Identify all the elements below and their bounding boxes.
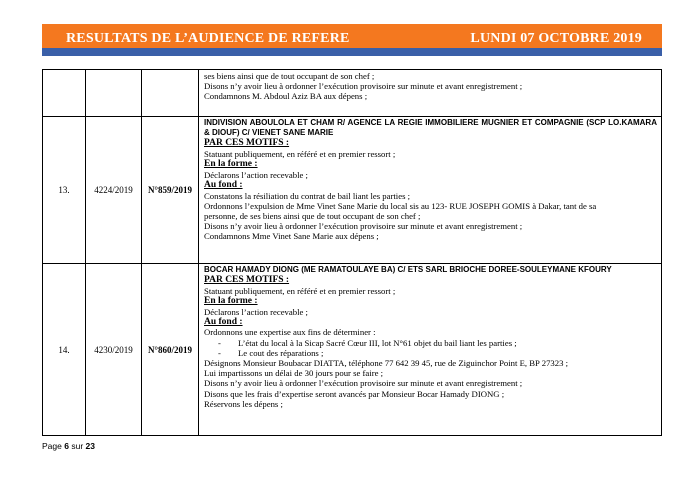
decision-number-cell: N°859/2019 (142, 117, 199, 264)
registry-number-cell: 4230/2019 (86, 264, 142, 436)
case-number-cell: 14. (43, 264, 86, 436)
ruling-line: Désignons Monsieur Boubacar DIATTA, téléphone 77 642 39 45, rue de Ziguinchor Point E, BP 27323 ; (204, 358, 569, 368)
header-accent-bar (42, 48, 662, 56)
ruling-line: Réservons les dépens ; (204, 398, 283, 409)
motifs-heading: PAR CES MOTIFS : (204, 275, 290, 286)
page-label: Page (42, 441, 62, 451)
header-banner (42, 24, 662, 56)
parties-heading: BOCAR HAMADY DIONG (ME RAMATOULAYE BA) C/ ETS SARL BRIOCHE DOREE-SOULEYMANE KFOURY (204, 265, 612, 274)
bullet-item (204, 338, 657, 348)
decision-number-cell (142, 70, 199, 117)
table-row (43, 117, 662, 264)
decision-number-cell: N°860/2019 (142, 264, 199, 436)
case-number-cell: 13. (43, 117, 86, 264)
page-title: RESULTATS DE L’AUDIENCE DE REFERE (66, 31, 350, 46)
ruling-line: personne, de ses biens ainsi que de tout occupant de son chef ; (204, 211, 421, 221)
ruling-cell (199, 117, 662, 264)
ruling-cell (199, 70, 662, 117)
ruling-line: Condamnons M. Abdoul Aziz BA aux dépens ; (204, 91, 368, 102)
fond-heading: Au fond : (204, 180, 243, 190)
parties-heading: INDIVISION ABOULOLA ET CHAM R/ AGENCE LA REGIE IMMOBILIERE MUGNIER ET COMPAGNIE (SCP LO.KAMARA & DIOUF) C/ VIENET SANE MARIE (204, 118, 657, 138)
bullet-text: L’état du local à la Sicap Sacré Cœur III, lot N°61 objet du bail liant les parties ; (238, 337, 517, 348)
ruling-line: Ordonnons une expertise aux fins de déterminer : (204, 327, 376, 338)
ruling-line: Disons n’y avoir lieu à ordonner l’exécution provisoire sur minute et avant enregistrement ; (204, 221, 523, 232)
bullet-text: Le cout des réparations ; (238, 347, 324, 358)
ruling-line: Statuant publiquement, en référé et en premier ressort ; (204, 149, 396, 159)
dash-bullet: - (218, 337, 221, 348)
ruling-line: ses biens ainsi que de tout occupant de son chef ; (204, 71, 375, 81)
ruling-line: Lui impartissons un délai de 30 jours pour se faire ; (204, 368, 384, 379)
forme-heading: En la forme : (204, 159, 258, 170)
forme-heading: En la forme : (204, 296, 258, 306)
registry-number-cell (86, 70, 142, 117)
ruling-line: Statuant publiquement, en référé et en premier ressort ; (204, 285, 396, 296)
ruling-line: Déclarons l’action recevable ; (204, 169, 308, 180)
motifs-heading: PAR CES MOTIFS : (204, 138, 290, 149)
hearing-date: LUNDI 07 OCTOBRE 2019 (470, 31, 642, 46)
results-table (42, 69, 662, 436)
ruling-line: Ordonnons l’expulsion de Mme Vinet Sane Marie du local sis au 123- RUE JOSEPH GOMIS à Dakar, tant de sa (204, 200, 597, 211)
ruling-line: Condamnons Mme Vinet Sane Marie aux dépens ; (204, 231, 379, 242)
page-number: 6 (64, 441, 69, 451)
fond-heading: Au fond : (204, 316, 243, 327)
table-row (43, 264, 662, 436)
ruling-line: Constatons la résiliation du contrat de bail liant les parties ; (204, 190, 411, 201)
dash-bullet: - (218, 347, 221, 358)
page-total: 23 (85, 441, 95, 451)
case-number-cell (43, 70, 86, 117)
ruling-line: Déclarons l’action recevable ; (204, 306, 308, 317)
page-footer (42, 441, 95, 451)
bullet-item (204, 348, 657, 358)
ruling-line: Disons n’y avoir lieu à ordonner l’exécution provisoire sur minute et avant enregistrement ; (204, 81, 523, 92)
ruling-line: Disons que les frais d’expertise seront avancés par Monsieur Bocar Hamady DIONG ; (204, 388, 505, 399)
page-separator: sur (71, 441, 84, 451)
ruling-cell (199, 264, 662, 436)
registry-number-cell: 4224/2019 (86, 117, 142, 264)
ruling-line: Disons n’y avoir lieu à ordonner l’exécution provisoire sur minute et avant enregistrement ; (204, 378, 523, 389)
table-row (43, 70, 662, 117)
